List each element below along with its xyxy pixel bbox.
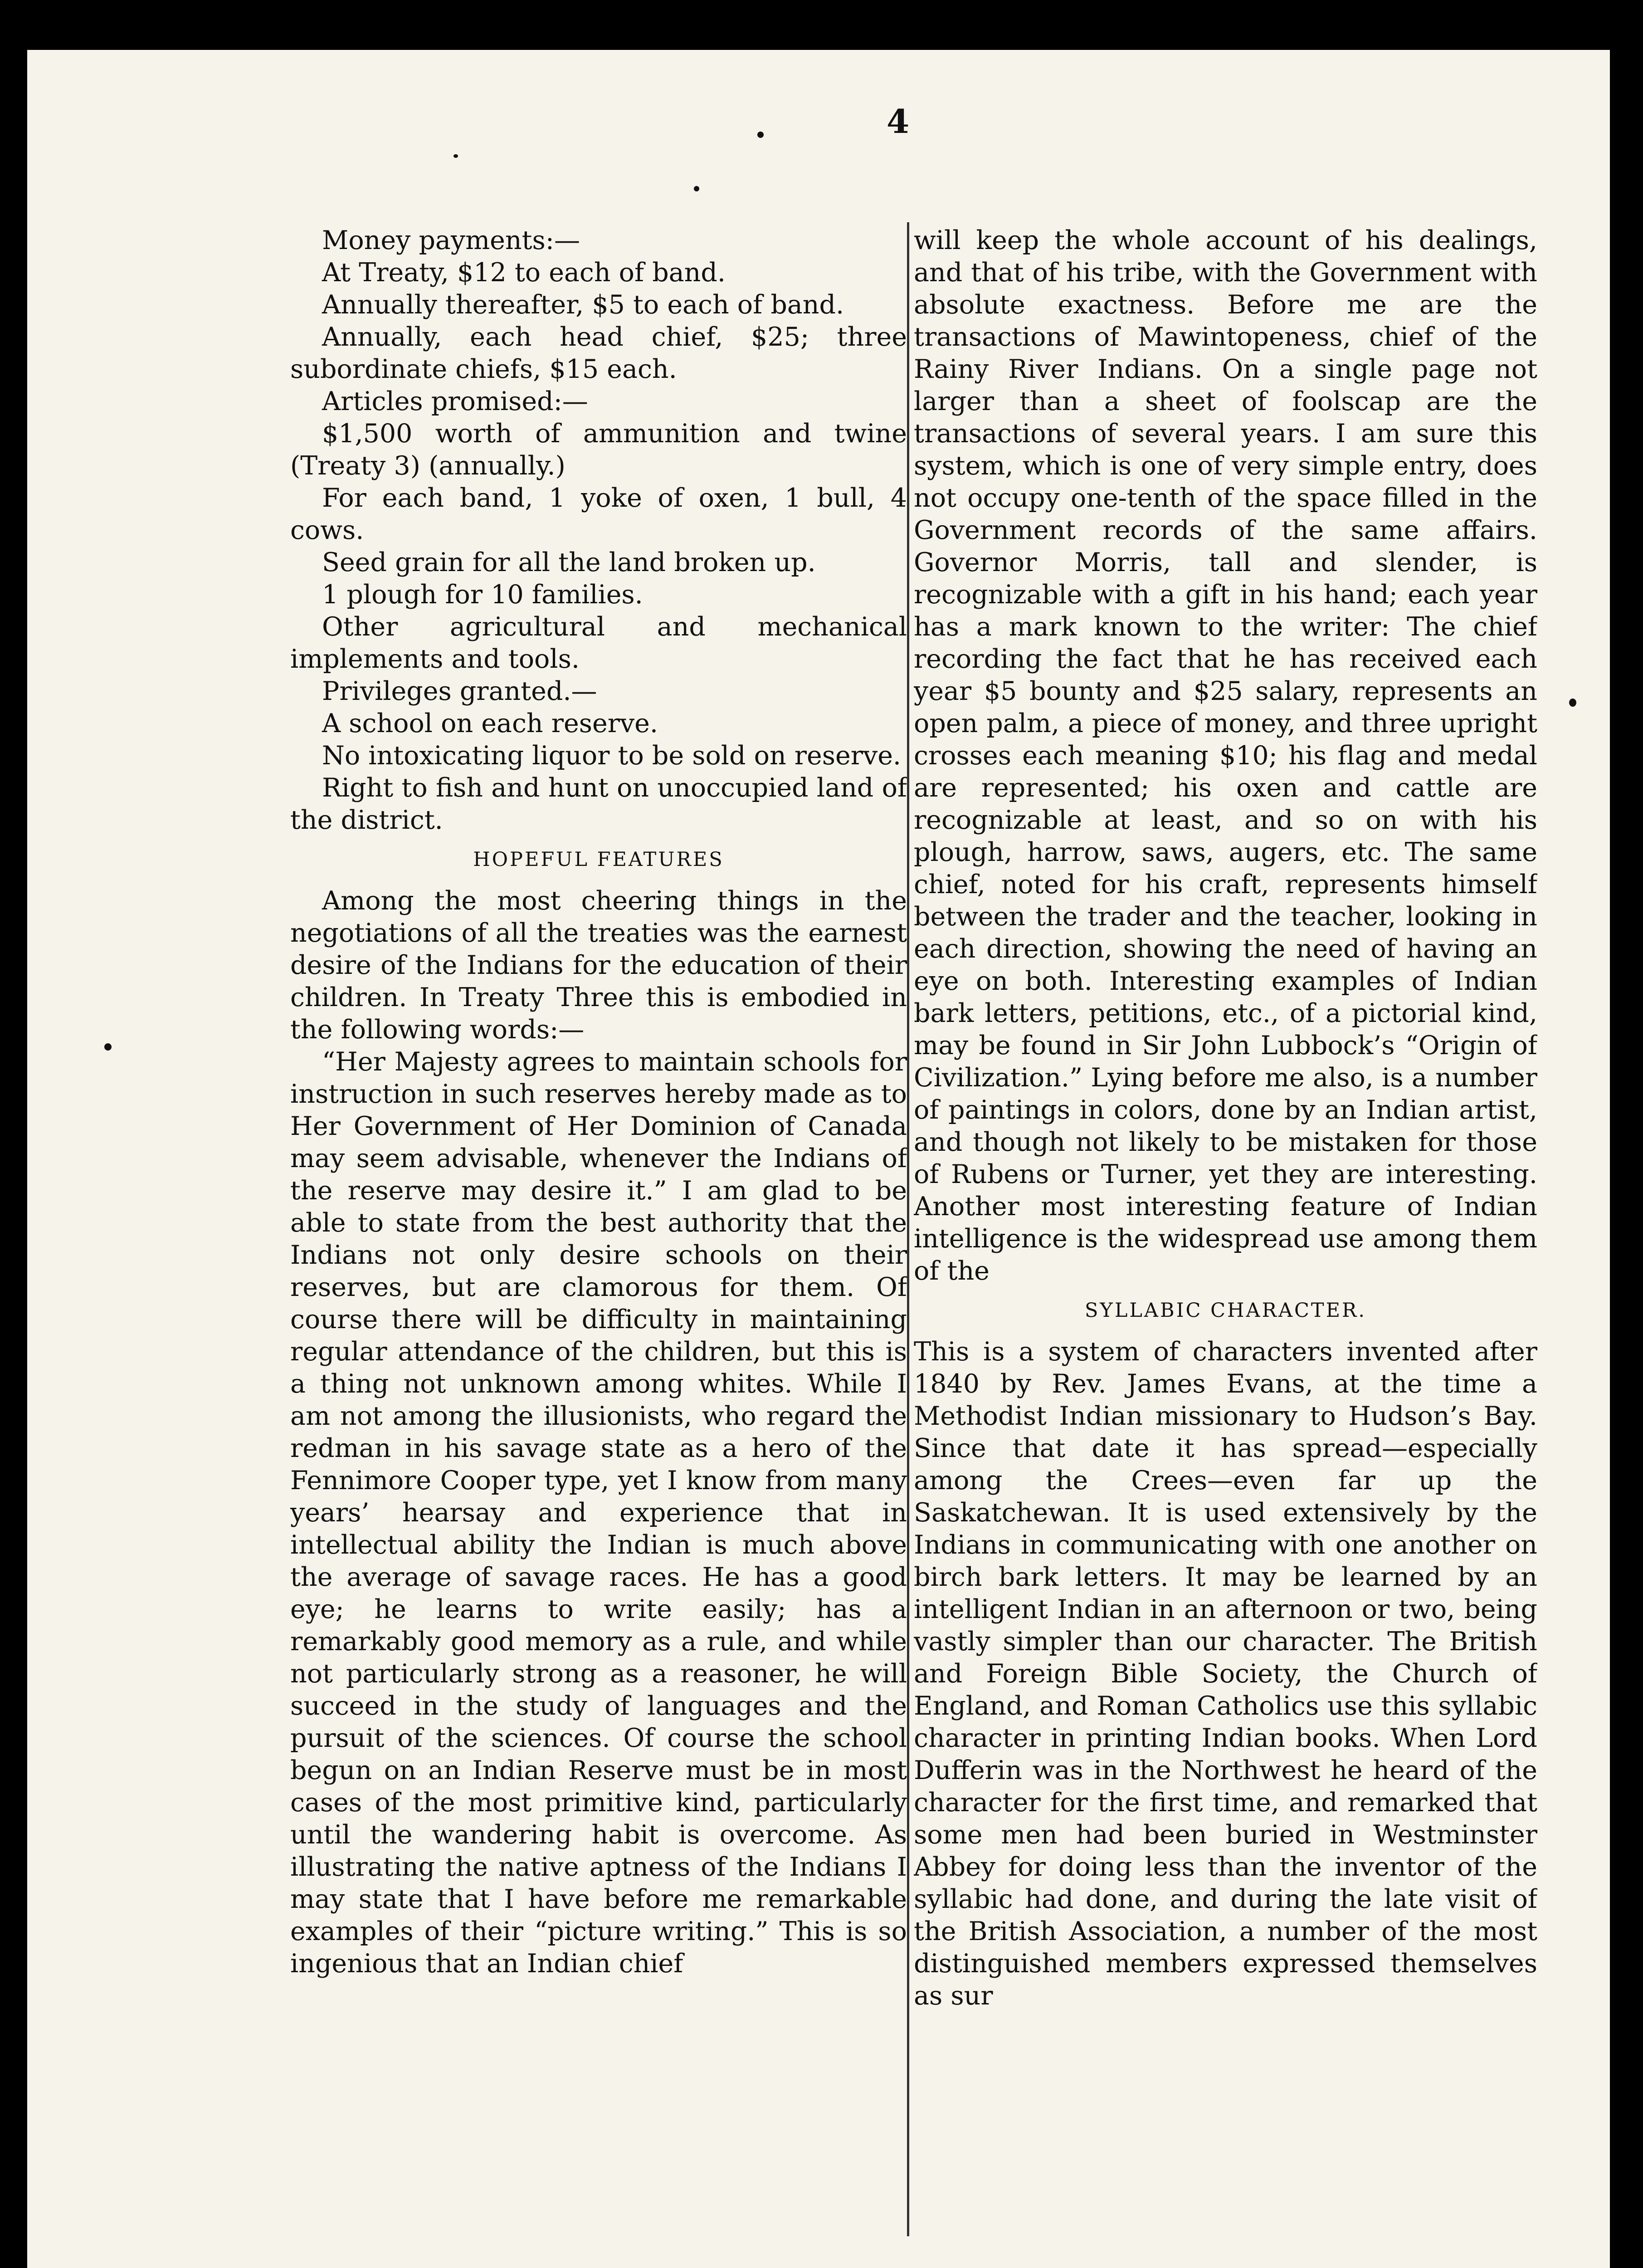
paragraph: “Her Majesty agrees to maintain schools for instruction in such reserves hereby made as to Her Government of Her Dominion of Canada may seem advisable, whenever the Indians of the reserve may desire it.” I am glad to be able to state from the best authority that the Indians not only desire schools on their reserves, but are clamorous for them. Of course there will be difficulty in maintaining regular attendance of the children, but this is a thing not unknown among whites. While I am not among the illusionists, who regard the redman in his savage state as a hero of the Fennimore Cooper type, yet I know from many years’ hearsay and experience that in intellectual ability the Indian is much above the average of savage races. He has a good eye; he learns to write easily; has a remarkably good memory as a rule, and while not particularly strong as a reasoner, he will succeed in the study of languages and the pursuit of the sciences. Of course the school begun on an Indian Reserve must be in most cases of the most primitive kind, particularly until the wandering habit is overcome. As illustrating the native aptness of the Indians I may state that I have before me remarkable examples of their “picture writing.” This is so ingenious that an Indian chief (290, 1047, 907, 1979)
paragraph: will keep the whole account of his dealings, and that of his tribe, with the Government with absolute exactness. Before me are the transactions of Mawintopeness, chief of the Rainy River Indians. On a single page not larger than a sheet of foolscap are the transactions of several years. I am sure this system, which is one of very simple entry, does not occupy one-tenth of the space filled in the Government records of the same affairs. Governor Morris, tall and slender, is recognizable with a gift in his hand; each year has a mark known to the writer: The chief recording the fact that he has received each year $5 bounty and $25 salary, represents an open palm, a piece of money, and three upright crosses each meaning $10; his flag and medal are represented; his oxen and cattle are recognizable at least, and so on with his plough, harrow, saws, augers, etc. The same chief, noted for his craft, represents himself between the trader and the teacher, looking in each direction, showing the need of having an eye on both. Interesting examples of Indian bark letters, petitions, etc., of a pictorial kind, may be found in Sir John Lubbock’s “Origin of Civilization.” Lying before me also, is a number of paintings in colors, done by an Indian artist, and though not likely to be mistaken for those of Rubens or Turner, yet they are interesting. Another most interesting feature of Indian intelligence is the widespread use among them of the (914, 225, 1537, 1286)
ink-speck (757, 132, 764, 138)
paragraph: Money payments:— (322, 225, 580, 255)
paragraph: $1,500 worth of ammunition and twine (Treaty 3) (annually.) (290, 419, 907, 481)
paragraph: Among the most cheering things in the negotiations of all the treaties was the earnest desire of the Indians for the education of their children. In Treaty Three this is embodied in the following words:— (290, 886, 907, 1045)
left-column (290, 225, 907, 2234)
ink-speck (1569, 699, 1576, 707)
ink-speck (104, 1043, 112, 1051)
section-heading: HOPEFUL FEATURES (473, 848, 724, 871)
section-heading: SYLLABIC CHARACTER. (1084, 1299, 1367, 1322)
paragraph: Articles promised:— (322, 386, 588, 416)
column-rule (907, 222, 909, 2236)
page-number: 4 (887, 102, 910, 141)
paragraph: Annually thereafter, $5 to each of band. (322, 290, 844, 320)
paragraph: A school on each reserve. (322, 709, 658, 738)
paragraph: This is a system of characters invented after 1840 by Rev. James Evans, at the time a Methodist Indian missionary to Hudson’s Bay. Since that date it has spread—especially among the Crees—even far up the Saskatchewan. It is used extensively by the Indians in communicating with one another on birch bark letters. It may be learned by an intelligent Indian in an afternoon or two, being vastly simpler than our character. The British and Foreign Bible Society, the Church of England, and Roman Catholics use this syllabic character in printing Indian books. When Lord Dufferin was in the Northwest he heard of the character for the first time, and remarked that some men had been buried in Westminster Abbey for doing less than the inventor of the syllabic had done, and during the late visit of the British Association, a number of the most distinguished members expressed themselves as sur (914, 1337, 1537, 2011)
paragraph: 1 plough for 10 families. (322, 580, 643, 610)
ink-speck (453, 154, 458, 158)
paragraph: Privileges granted.— (322, 676, 597, 706)
ink-speck (694, 186, 699, 191)
paragraph: No intoxicating liquor to be sold on reserve. (322, 741, 902, 771)
paragraph: Annually, each head chief, $25; three subordinate chiefs, $15 each. (290, 322, 907, 384)
paragraph: At Treaty, $12 to each of band. (322, 258, 726, 288)
paragraph: Right to fish and hunt on unoccupied land of the district. (290, 773, 907, 835)
right-column (914, 225, 1537, 2234)
paragraph: For each band, 1 yoke of oxen, 1 bull, 4 cows. (290, 483, 907, 545)
paragraph: Seed grain for all the land broken up. (322, 547, 816, 577)
paragraph: Other agricultural and mechanical implements and tools. (290, 612, 907, 674)
